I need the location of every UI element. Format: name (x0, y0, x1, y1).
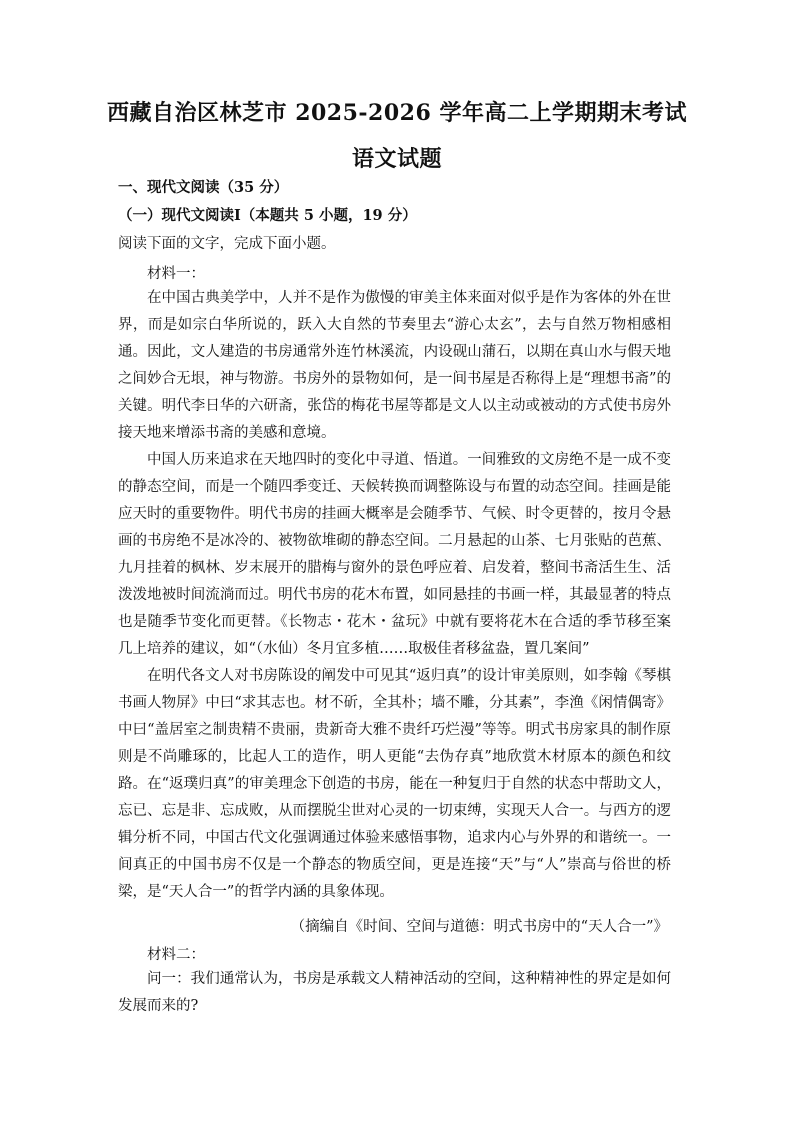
subsection-heading: （一）现代文阅读Ⅰ（本题共 5 小题，19 分） (118, 207, 417, 224)
material2-label: 材料二： (147, 947, 205, 963)
material1-paragraph: 在明代各文人对书房陈设的阐发中可见其“返归真”的设计审美原则，如李翰《琴棋书画人物屏》中曰“求其志也。材不斫，全其朴；墙不雕，分其素”，李渔《闲情偶寄》中曰“盖居室之制贵精不贵丽，贵新奇大雅不贵纤巧烂漫”等等。明式书房家具的制作原则是不尚雕琢的，比起人工的造作，明人更能“去伪存真”地欣赏木材原本的颜色和纹路。在“返璞归真”的审美理念下创造的书房，能在一种复归于自然的状态中帮助文人，忘已、忘是非、忘成败，从而摆脱尘世对心灵的一切束缚，实现天人合一。与西方的逻辑分析不同，中国古代文化强调通过体验来感悟事物，追求内心与外界的和谐统一。一间真正的中国书房不仅是一个静态的物质空间，更是连接“天”与“人”崇高与俗世的桥梁，是“天人合一”的哲学内涵的具象体现。 (118, 668, 671, 900)
instruction-text: 阅读下面的文字，完成下面小题。 (118, 236, 336, 252)
exam-title: 西藏自治区林芝市 2025-2026 学年高二上学期期末考试 (107, 100, 687, 126)
material2-paragraph: 问一：我们通常认为，书房是承载文人精神活动的空间，这种精神性的界定是如何发展而来的? (118, 971, 671, 1014)
material2-body (118, 966, 671, 1020)
material1-label: 材料一： (147, 266, 205, 282)
material1-body (118, 285, 671, 906)
section-heading: 一、现代文阅读（35 分） (118, 179, 289, 196)
exam-subtitle: 语文试题 (351, 146, 442, 172)
material1-source: （摘编自《时间、空间与道德：明式书房中的“天人合一”》 (290, 919, 668, 935)
material1-paragraph: 在中国古典美学中，人并不是作为傲慢的审美主体来面对似乎是作为客体的外在世界，而是如宗白华所说的，跃入大自然的节奏里去“游心太玄”，去与自然万物相感相通。因此，文人建造的书房通常外连竹林溪流，内设砚山蒲石，以期在真山水与假天地之间妙合无垠，神与物游。书房外的景物如何，是一间书屋是否称得上是“理想书斋”的关键。明代李日华的六研斋，张岱的梅花书屋等都是文人以主动或被动的方式使书房外接天地来增添书斋的美感和意境。 (118, 290, 671, 441)
material1-paragraph: 中国人历来追求在天地四时的变化中寻道、悟道。一间雅致的文房绝不是一成不变的静态空间，而是一个随四季变迁、天候转换而调整陈设与布置的动态空间。挂画是能应天时的重要物件。明代书房的挂画大概率是会随季节、气候、时令更替的，按月令悬画的书房绝不是冰冷的、被物欲堆砌的静态空间。二月悬起的山茶、七月张贴的芭蕉、九月挂着的枫林、岁末展开的腊梅与窗外的景色呼应着、启发着，整间书斋活生生、活泼泼地被时间流淌而过。明代书房的花木布置，如同悬挂的书画一样，其最显著的特点也是随季节变化而更替。《长物志・花木・盆玩》中就有要将花木在合适的季节移至案几上培养的建议，如“（水仙）冬月宜多植……取极佳者移盆盎，置几案间” (118, 452, 671, 657)
